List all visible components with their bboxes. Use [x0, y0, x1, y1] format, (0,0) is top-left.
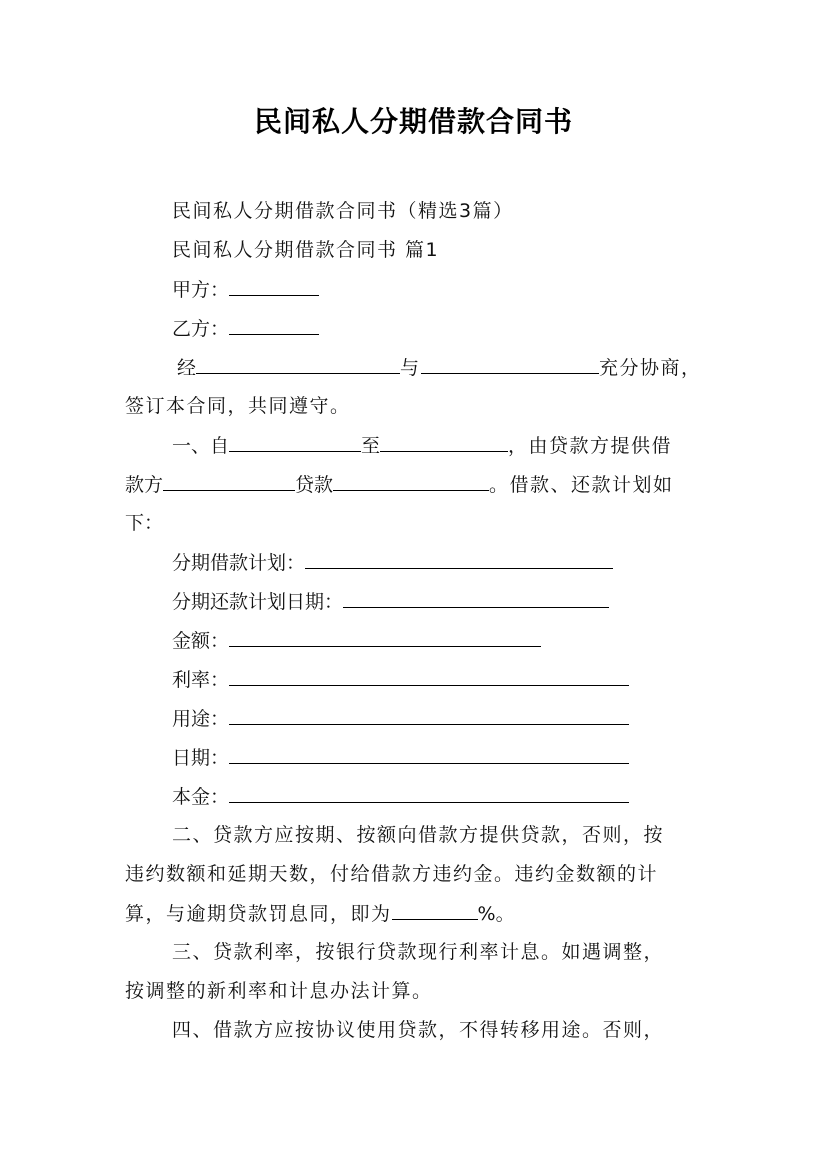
clause3-line-1: 三、贷款利率，按银行贷款现行利率计息。如遇调整， — [172, 941, 665, 963]
field-row — [172, 745, 629, 770]
clause2-line-3 — [125, 901, 515, 926]
party-a-blank — [229, 277, 319, 296]
clause4-line-1: 四、借款方应按协议使用贷款，不得转移用途。否则， — [172, 1019, 665, 1041]
party-b-line — [172, 316, 319, 341]
clause1-p2a: 款方 — [125, 474, 164, 496]
party-b-label: 乙方： — [172, 318, 230, 340]
field-blank — [343, 589, 609, 608]
clause2-l3a: 算，与逾期贷款罚息同，即为 — [125, 903, 392, 925]
field-blank — [305, 550, 613, 569]
clause1-p1a: 一、自 — [172, 435, 230, 457]
clause1-blank-borrower — [163, 472, 295, 491]
party-b-blank — [229, 316, 319, 335]
field-label: 本金： — [172, 786, 230, 808]
field-blank — [229, 667, 629, 686]
clause1-blank-to — [380, 433, 508, 452]
field-label: 分期借款计划： — [172, 552, 306, 574]
field-label: 分期还款计划日期： — [172, 591, 344, 613]
consult-blank-2 — [421, 355, 599, 374]
party-a-line — [172, 277, 319, 302]
party-a-label: 甲方： — [172, 279, 230, 301]
consult-line-2: 签订本合同，共同遵守。 — [125, 395, 351, 417]
field-label: 金额： — [172, 630, 230, 652]
field-row — [172, 706, 629, 731]
consult-prefix: 经 — [177, 357, 197, 379]
field-label: 用途： — [172, 708, 230, 730]
consult-suffix: 充分协商， — [599, 357, 702, 379]
consult-line-1 — [172, 355, 702, 380]
consult-mid: 与 — [400, 357, 420, 379]
clause2-rate-blank — [392, 901, 478, 920]
field-row — [172, 589, 609, 614]
clause1-line-1 — [172, 433, 672, 458]
clause1-p1b: 至 — [361, 435, 381, 457]
field-row — [172, 550, 613, 575]
section-heading: 民间私人分期借款合同书 篇1 — [172, 239, 440, 261]
field-row — [172, 628, 541, 653]
clause1-p1c: ，由贷款方提供借 — [508, 435, 673, 457]
clause1-line-2 — [125, 472, 674, 497]
document-title: 民间私人分期借款合同书 — [253, 105, 573, 138]
field-blank — [229, 784, 629, 803]
consult-blank-1 — [196, 355, 400, 374]
field-row — [172, 784, 629, 809]
field-row — [172, 667, 629, 692]
clause2-line-1: 二、贷款方应按期、按额向借款方提供贷款，否则，按 — [172, 824, 665, 846]
clause2-l3b: %。 — [477, 903, 515, 925]
clause1-p2b: 贷款 — [295, 474, 334, 496]
field-label: 利率： — [172, 669, 230, 691]
clause3-line-2: 按调整的新利率和计息办法计算。 — [125, 980, 433, 1002]
clause2-line-2: 违约数额和延期天数，付给借款方违约金。违约金数额的计 — [125, 863, 659, 885]
clause1-line-3: 下： — [125, 512, 164, 534]
clause1-blank-amount — [333, 472, 489, 491]
field-blank — [229, 628, 541, 647]
subtitle: 民间私人分期借款合同书（精选3篇） — [172, 200, 514, 222]
clause1-blank-from — [229, 433, 361, 452]
field-label: 日期： — [172, 747, 230, 769]
field-blank — [229, 745, 629, 764]
clause1-p2c: 。借款、还款计划如 — [489, 474, 674, 496]
field-blank — [229, 706, 629, 725]
